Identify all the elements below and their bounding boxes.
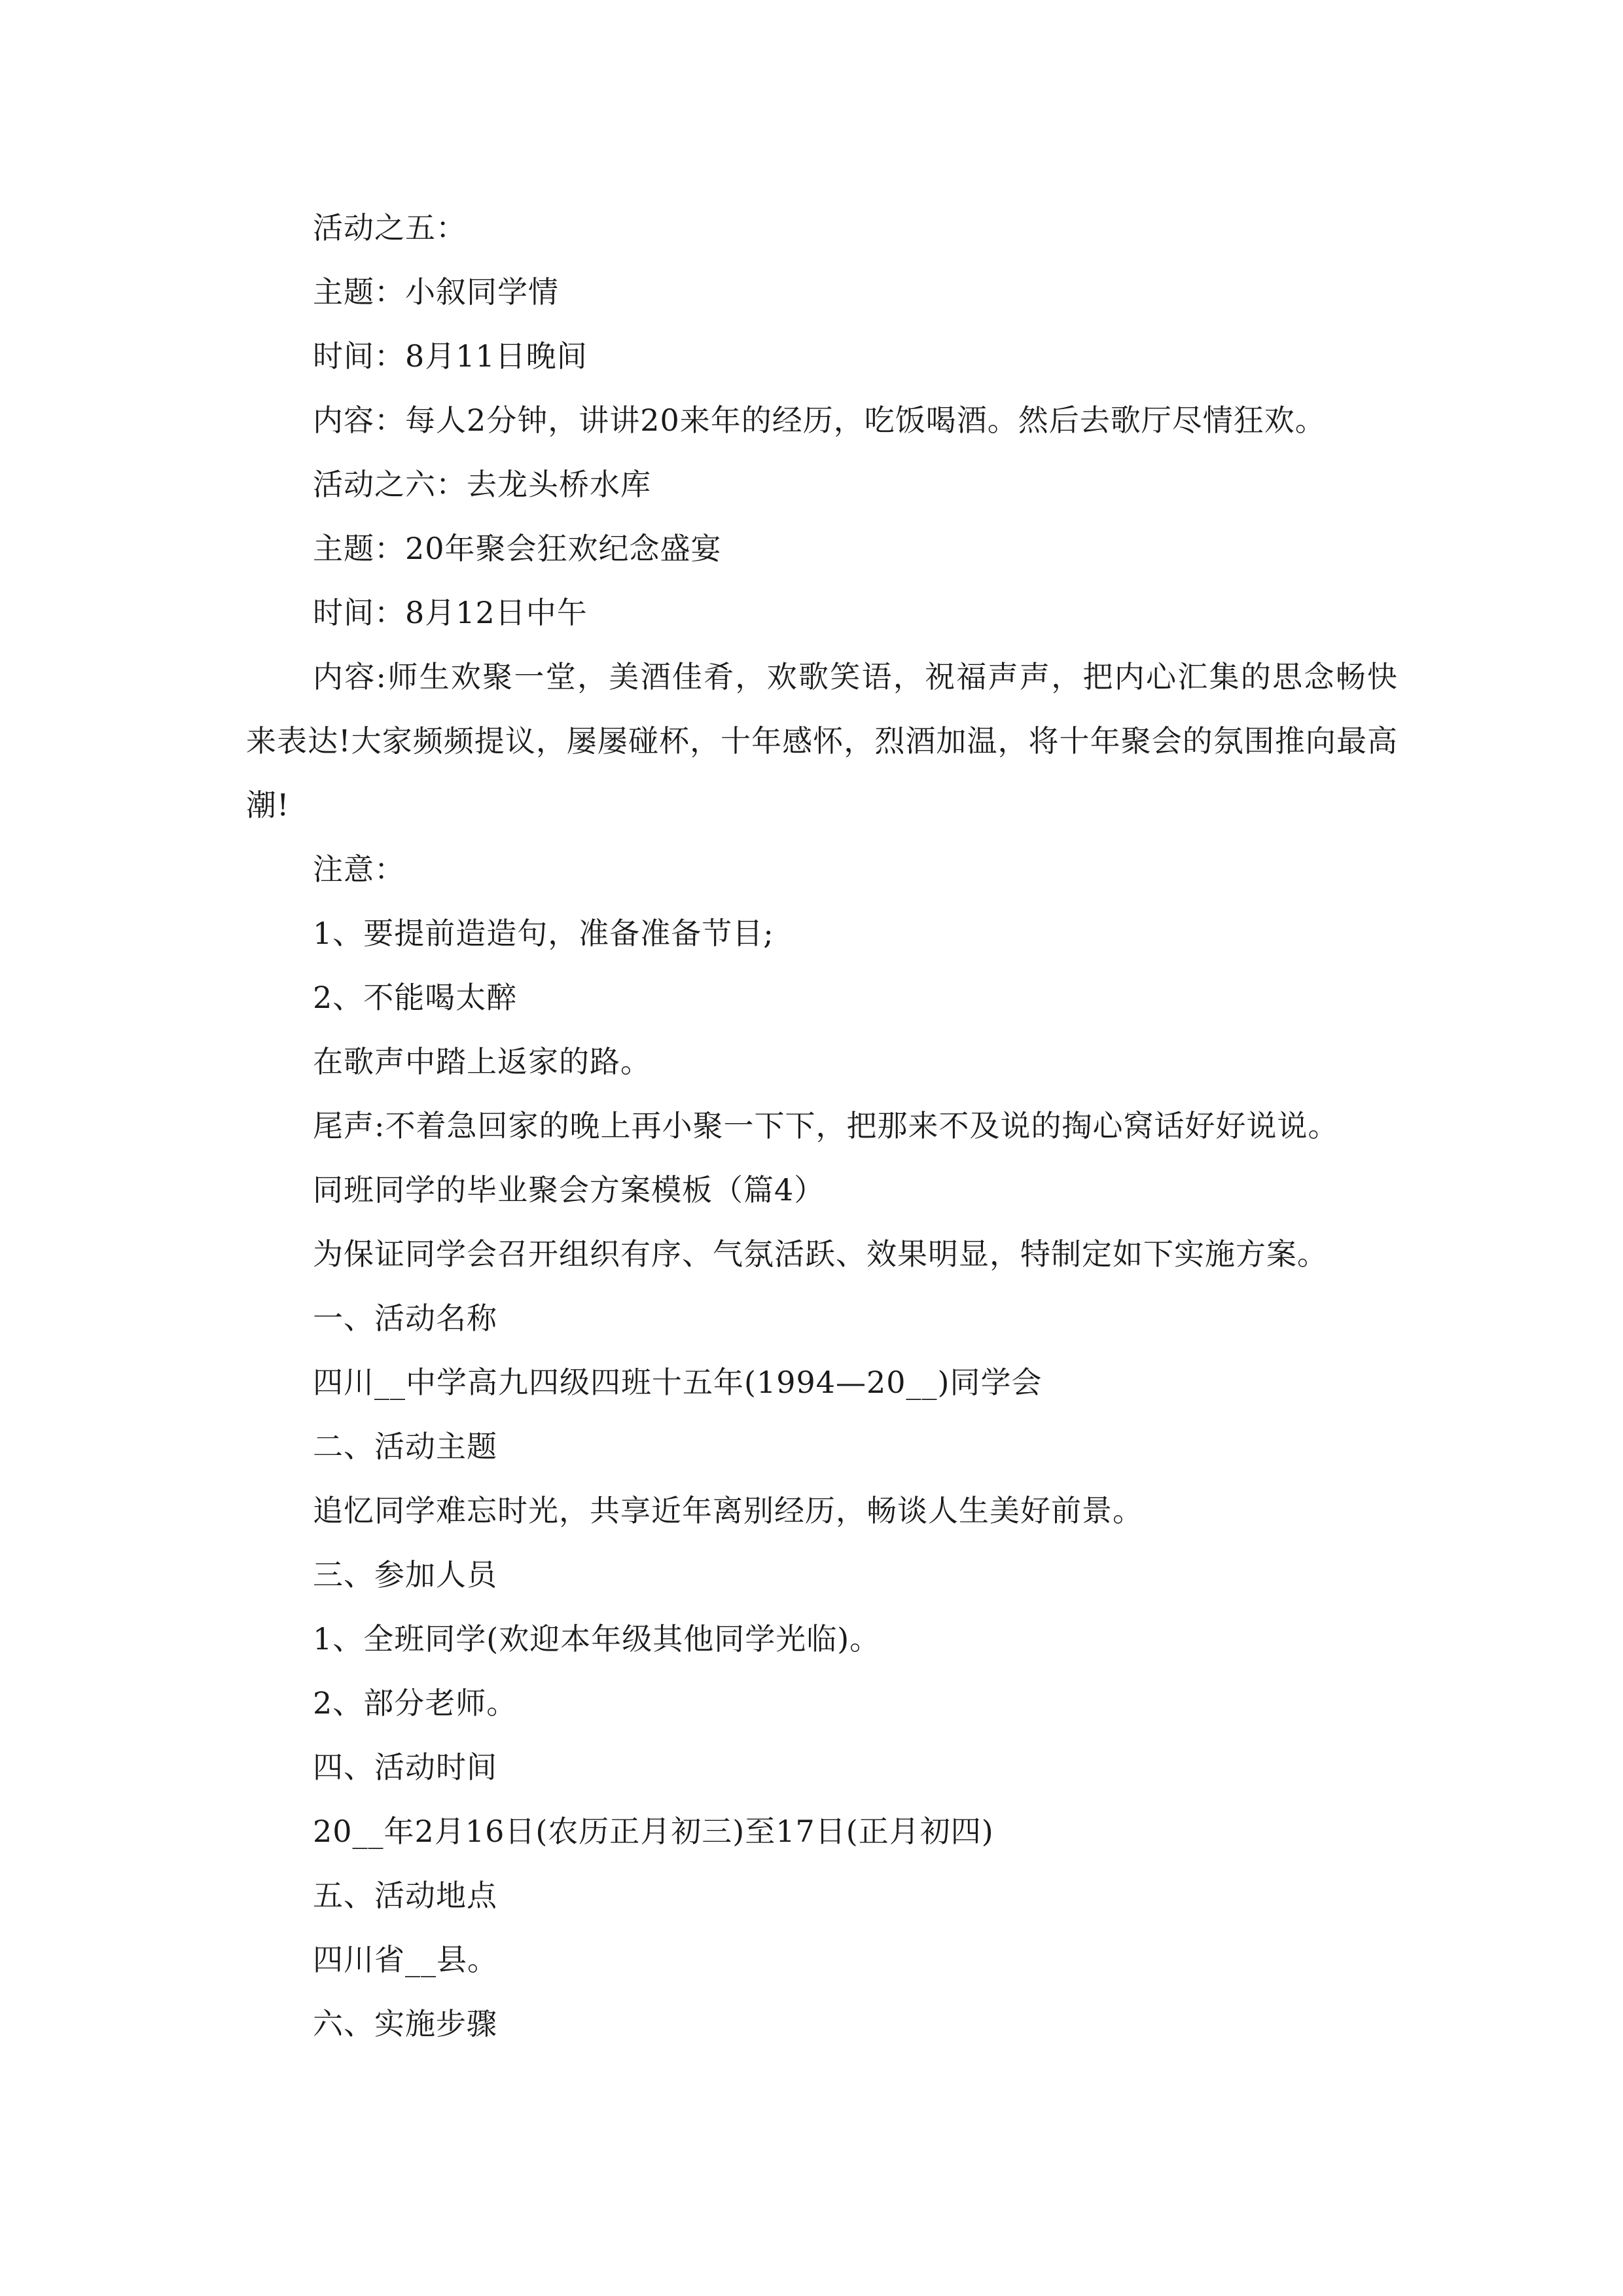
section-title: 同班同学的毕业聚会方案模板（篇4） bbox=[313, 1172, 825, 1208]
list-item: 1、全班同学(欢迎本年级其他同学光临)。 bbox=[313, 1621, 881, 1657]
epilogue-line: 尾声:不着急回家的晚上再小聚一下下，把那来不及说的掏心窝话好好说说。 bbox=[313, 1108, 1339, 1143]
content-paragraph: 内容:师生欢聚一堂，美酒佳肴，欢歌笑语，祝福声声，把内心汇集的思念畅快来表达!大家频频提议，屡屡碰杯，十年感怀，烈酒加温，将十年聚会的氛围推向最高潮! bbox=[246, 659, 1398, 823]
text-line: 20__年2月16日(农历正月初三)至17日(正月初四) bbox=[313, 1814, 994, 1849]
time-line: 时间：8月11日晚间 bbox=[313, 338, 588, 374]
theme-line: 主题：20年聚会狂欢纪念盛宴 bbox=[313, 531, 722, 566]
heading-activity-5: 活动之五： bbox=[313, 210, 467, 245]
section-heading: 一、活动名称 bbox=[313, 1300, 497, 1336]
section-heading: 五、活动地点 bbox=[313, 1878, 497, 1913]
content-line: 内容：每人2分钟，讲讲20来年的经历，吃饭喝酒。然后去歌厅尽情狂欢。 bbox=[313, 403, 1326, 438]
section-heading: 三、参加人员 bbox=[313, 1557, 497, 1592]
note-item: 1、要提前造造句，准备准备节目; bbox=[313, 916, 774, 951]
time-line: 时间：8月12日中午 bbox=[313, 595, 588, 630]
text-line: 追忆同学难忘时光，共享近年离别经历，畅谈人生美好前景。 bbox=[313, 1493, 1143, 1528]
section-heading: 六、实施步骤 bbox=[313, 2006, 497, 2041]
theme-line: 主题：小叙同学情 bbox=[313, 274, 559, 310]
note-heading: 注意： bbox=[313, 852, 405, 887]
section-heading: 四、活动时间 bbox=[313, 1749, 497, 1785]
section-heading: 二、活动主题 bbox=[313, 1429, 497, 1464]
intro-line: 为保证同学会召开组织有序、气氛活跃、效果明显，特制定如下实施方案。 bbox=[313, 1236, 1328, 1272]
note-item: 2、不能喝太醉 bbox=[313, 980, 518, 1015]
list-item: 2、部分老师。 bbox=[313, 1685, 518, 1721]
text-line: 在歌声中踏上返家的路。 bbox=[313, 1044, 651, 1079]
text-line: 四川省__县。 bbox=[313, 1942, 498, 1977]
text-line: 四川__中学高九四级四班十五年(1994—20__)同学会 bbox=[313, 1365, 1043, 1400]
heading-activity-6: 活动之六：去龙头桥水库 bbox=[313, 467, 651, 502]
